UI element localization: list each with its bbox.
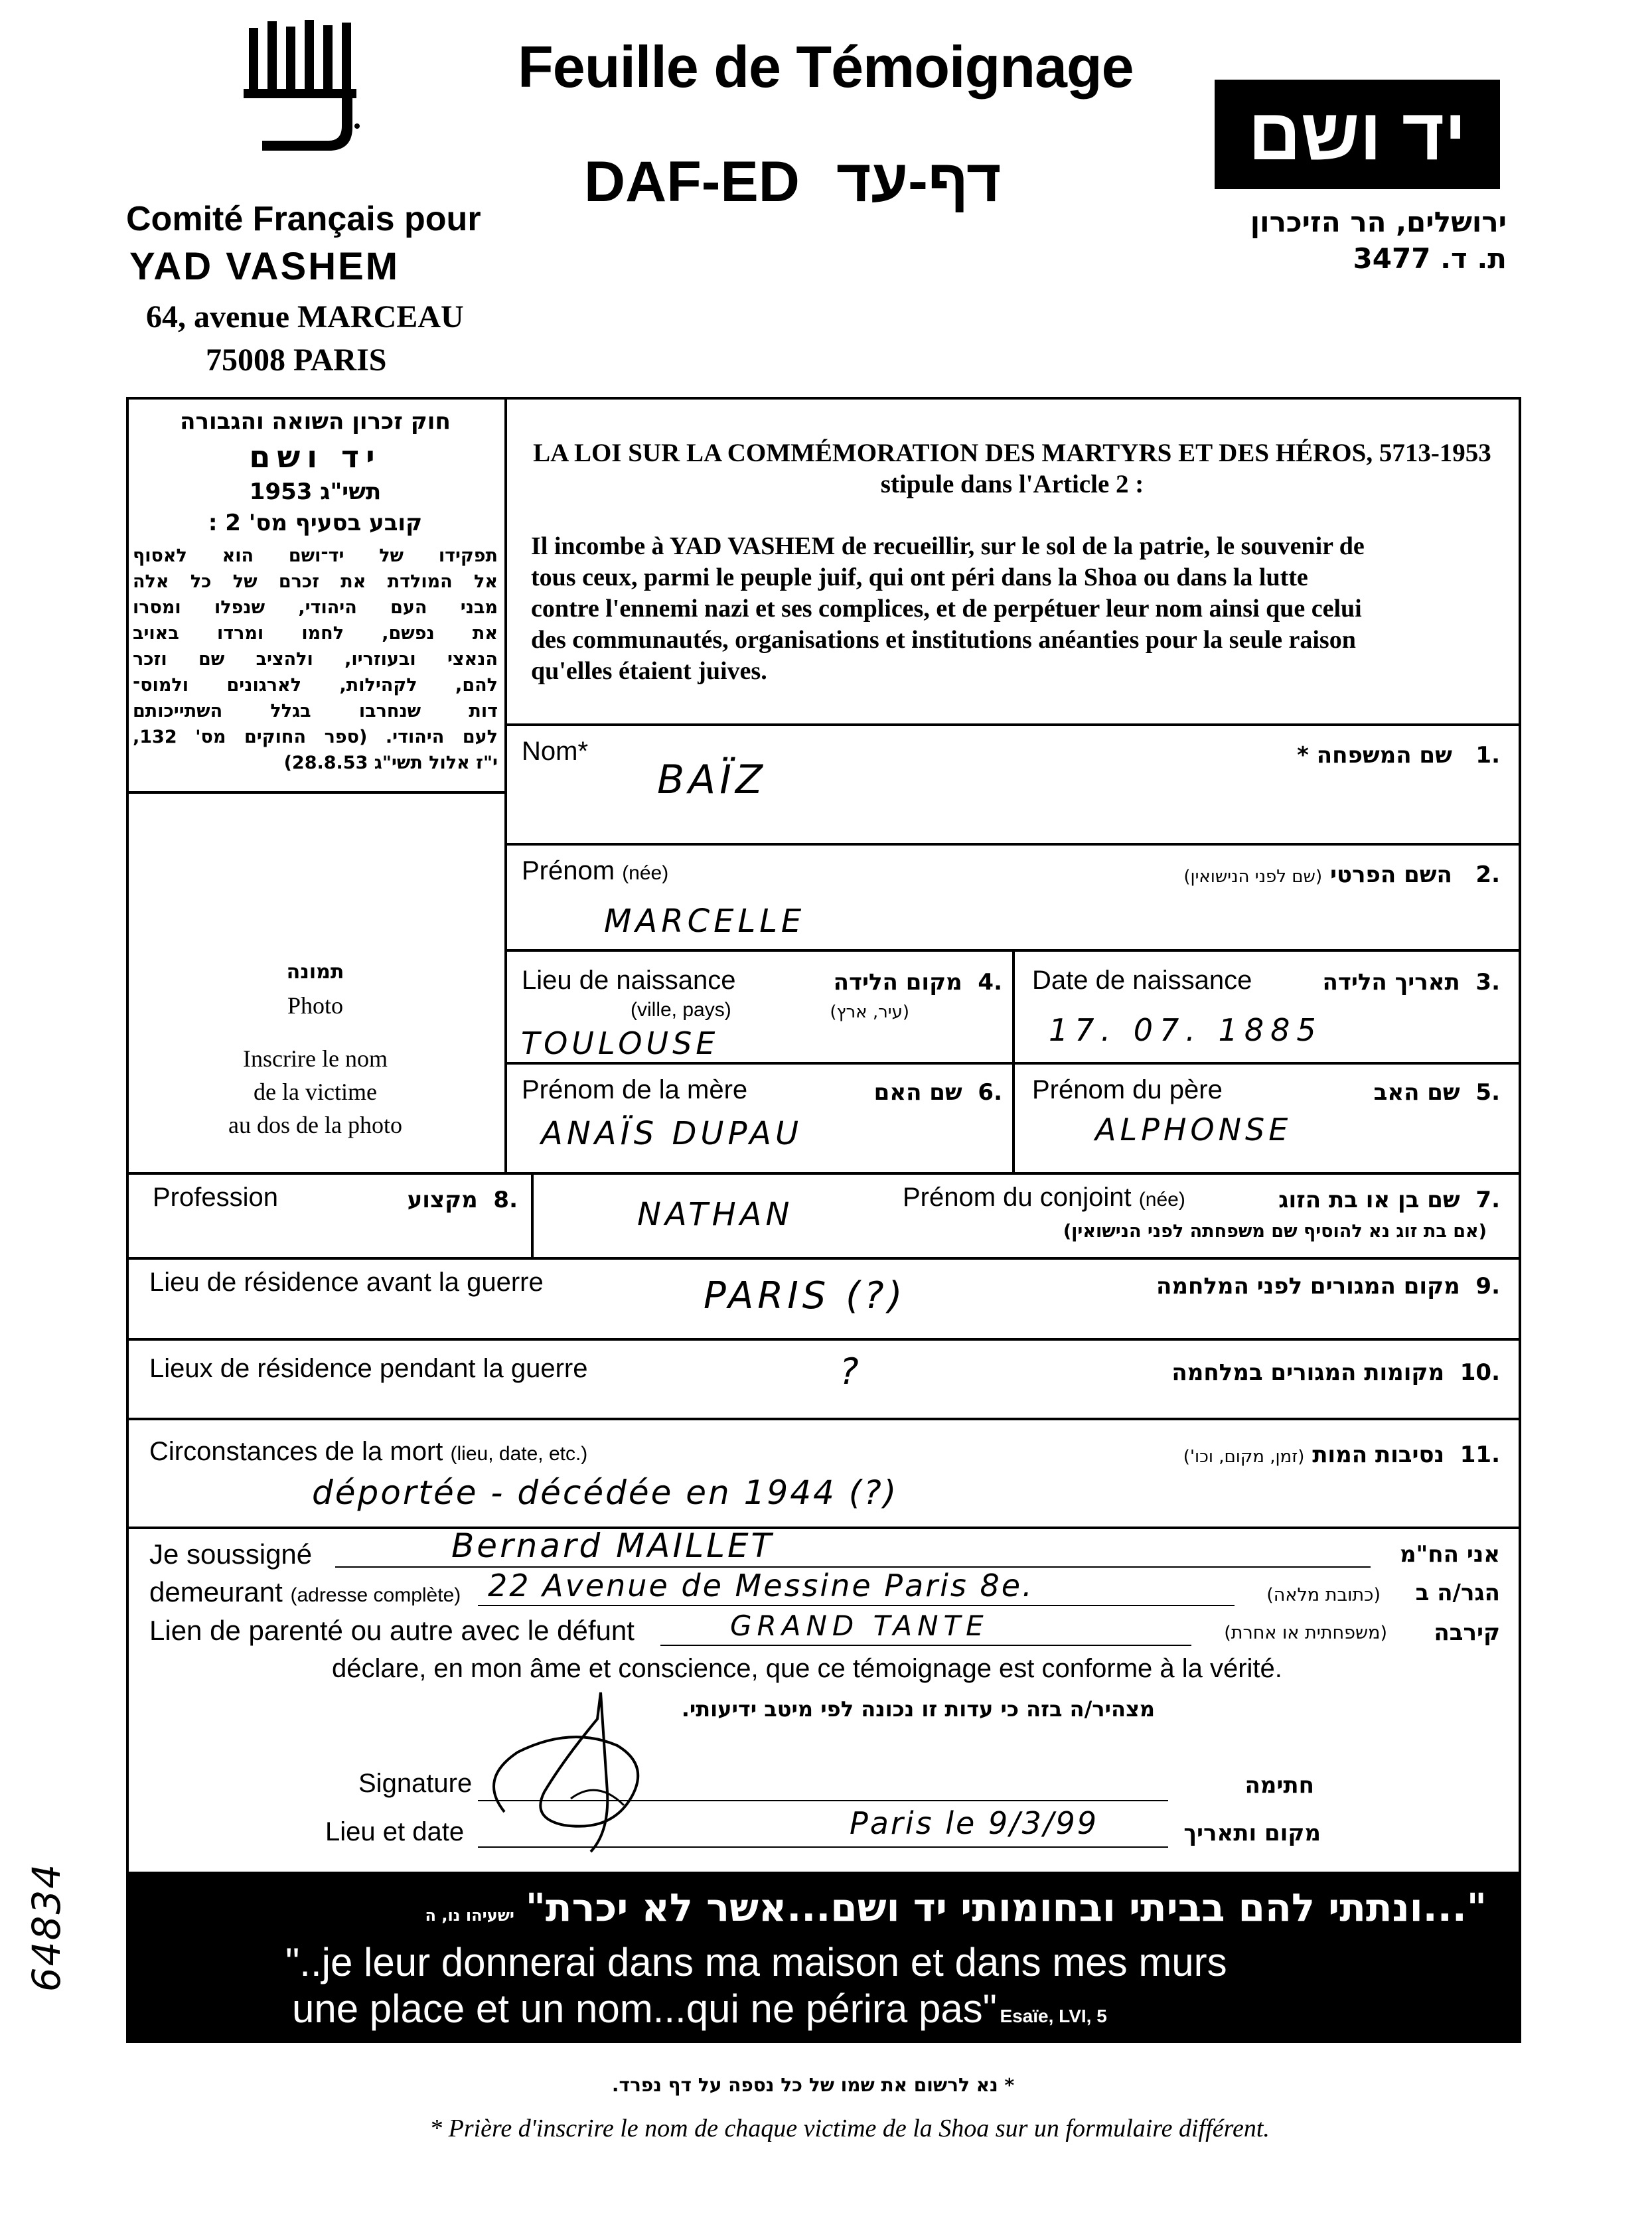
lieu-naissance-hebrew-label: מקום הלידה bbox=[833, 969, 962, 996]
law-hebrew-line: תפקידו של יד־ושם הוא לאסוף bbox=[133, 546, 498, 566]
soussigne-label: Je soussigné bbox=[149, 1538, 313, 1570]
banner-hebrew bbox=[126, 1885, 1487, 1930]
nom-value[interactable]: BAÏZ bbox=[657, 757, 767, 803]
banner-french-ref: Esaïe, LVI, 5 bbox=[1000, 2006, 1107, 2026]
circonstances-label-text: Circonstances de la mort bbox=[149, 1437, 443, 1466]
prenom-label bbox=[522, 856, 668, 886]
prenom-mere-value[interactable]: ANAÏS DUPAU bbox=[541, 1115, 803, 1152]
prenom-label-text: Prénom bbox=[522, 856, 615, 885]
law-hebrew-line: אל המולדת את זכרם של כל אלה bbox=[133, 571, 498, 592]
prenom-mere-label: Prénom de la mère bbox=[522, 1075, 748, 1104]
banner-french-line2 bbox=[292, 1986, 1107, 2032]
lieu-naissance-label: Lieu de naissance bbox=[522, 966, 736, 995]
margin-number: 64834 bbox=[24, 1862, 69, 1992]
residence-pendant-num: .10 bbox=[1460, 1359, 1500, 1386]
prenom-pere-hebrew-label: שם האב bbox=[1373, 1079, 1460, 1106]
photo-instruction: de la victime bbox=[254, 1079, 377, 1105]
demeurant-label-text: demeurant bbox=[149, 1576, 283, 1607]
lieu-date-hebrew: מקום ותאריך bbox=[1183, 1820, 1321, 1846]
prenom-mere-hebrew bbox=[796, 1079, 1002, 1106]
law-title-line1: LA LOI SUR LA COMMÉMORATION DES MARTYRS ET DES HÉROS, 5713-1953 bbox=[533, 439, 1491, 467]
date-naissance-value[interactable]: 17. 07. 1885 bbox=[1049, 1012, 1323, 1048]
quote-banner bbox=[126, 1872, 1521, 2043]
address-line1: 64, avenue MARCEAU bbox=[146, 299, 464, 335]
law-hebrew-line: דות שנחרבו בגלל השתייכותם bbox=[133, 701, 498, 721]
prenom-hebrew-note: (שם לפני הנישואין) bbox=[1183, 867, 1323, 887]
soussigne-hebrew: אני הח"מ bbox=[1399, 1541, 1500, 1568]
circonstances-label-note: (lieu, date, etc.) bbox=[450, 1443, 588, 1465]
yad-vashem-logo-box bbox=[1215, 80, 1500, 189]
prenom-hebrew bbox=[996, 861, 1500, 888]
prenom-value[interactable]: MARCELLE bbox=[604, 903, 806, 940]
law-hebrew-line: קובע בסעיף מס' 2 : bbox=[208, 510, 423, 536]
conjoint-value[interactable]: NATHAN bbox=[637, 1196, 794, 1233]
circonstances-num: .11 bbox=[1460, 1442, 1500, 1468]
nom-num: .1 bbox=[1475, 742, 1500, 769]
law-hebrew-line: לעם היהודי. (ספר החוקים מס' 132, bbox=[133, 727, 498, 747]
committee-line2: YAD VASHEM bbox=[129, 245, 400, 288]
photo-instruction: Inscrire le nom bbox=[243, 1045, 388, 1072]
banner-hebrew-ref: ישעיהו נו, ה bbox=[425, 1906, 514, 1925]
residence-avant-hebrew-label: מקום המגורים לפני המלחמה bbox=[1156, 1273, 1460, 1300]
yad-vashem-menorah-logo bbox=[236, 15, 368, 167]
residence-pendant-hebrew bbox=[1062, 1359, 1500, 1386]
residence-avant-hebrew bbox=[1062, 1273, 1500, 1300]
lien-label: Lien de parenté ou autre avec le défunt bbox=[149, 1615, 635, 1646]
law-body-line: contre l'ennemi nazi et ses complices, et de perpétuer leur nom ainsi que celui bbox=[531, 595, 1362, 623]
conjoint-hebrew-note: (אם בת זוג נא להוסיף שם משפחתה לפני הנישואין) bbox=[1063, 1221, 1487, 1242]
prenom-pere-num: .5 bbox=[1475, 1079, 1500, 1106]
address-line2: 75008 PARIS bbox=[206, 342, 387, 378]
conjoint-label-note: (née) bbox=[1138, 1189, 1185, 1211]
lien-value[interactable]: GRAND TANTE bbox=[730, 1609, 989, 1642]
circonstances-label bbox=[149, 1437, 587, 1467]
photo-area[interactable] bbox=[133, 956, 498, 1142]
circonstances-hebrew-label: נסיבות המות bbox=[1312, 1442, 1445, 1468]
residence-avant-value[interactable]: PARIS (?) bbox=[704, 1274, 907, 1317]
declaration-hebrew: מצהיר/ה בזה כי עדות זו נכונה לפי מיטב ידיעותי. bbox=[681, 1696, 1155, 1722]
photo-hebrew: תמונה bbox=[286, 960, 344, 984]
signature-scribble[interactable] bbox=[465, 1679, 684, 1865]
lieu-naissance-value[interactable]: TOULOUSE bbox=[521, 1025, 719, 1061]
conjoint-label bbox=[903, 1183, 1185, 1213]
conjoint-hebrew bbox=[1248, 1187, 1500, 1213]
soussigne-value[interactable]: Bernard MAILLET bbox=[451, 1527, 775, 1565]
prenom-hebrew-label: השם הפרטי bbox=[1329, 861, 1452, 888]
conjoint-num: .7 bbox=[1475, 1187, 1500, 1213]
conjoint-label-text: Prénom du conjoint bbox=[903, 1183, 1132, 1212]
prenom-mere-num: .6 bbox=[978, 1079, 1002, 1106]
law-body bbox=[531, 531, 1493, 687]
prenom-mere-hebrew-label: שם האם bbox=[873, 1079, 962, 1106]
circonstances-value[interactable]: déportée - décédée en 1944 (?) bbox=[312, 1473, 899, 1512]
nom-hebrew bbox=[1128, 742, 1500, 769]
prenom-num: .2 bbox=[1475, 861, 1500, 888]
date-naissance-num: .3 bbox=[1475, 969, 1500, 996]
law-hebrew-line: את נפשם, לחמו ומרדו באויב bbox=[133, 623, 498, 644]
nom-hebrew-label: שם המשפחה * bbox=[1297, 742, 1452, 769]
photo-label: Photo bbox=[287, 992, 344, 1019]
committee-line1: Comité Français pour bbox=[126, 200, 481, 238]
demeurant-value[interactable]: 22 Avenue de Messine Paris 8e. bbox=[488, 1568, 1034, 1604]
law-hebrew-line: מבני העם היהודי, שנפלו ומסרו bbox=[133, 597, 498, 618]
page-title: Feuille de Témoignage bbox=[518, 34, 1134, 100]
nom-label: Nom* bbox=[522, 737, 589, 766]
conjoint-hebrew-label: שם בן או בת הזוג bbox=[1278, 1187, 1460, 1213]
yad-vashem-logo-text: יד ושם bbox=[1248, 94, 1467, 175]
law-hebrew-line: להם, לקהילות, לארגונים ולמוס־ bbox=[133, 675, 498, 696]
demeurant-hebrew: הגר/ה ב bbox=[1415, 1580, 1500, 1606]
profession-hebrew-label: מקצוע bbox=[407, 1187, 478, 1213]
law-body-line: qu'elles étaient juives. bbox=[531, 657, 767, 685]
law-hebrew-block bbox=[133, 406, 498, 776]
signature-hebrew: חתימה bbox=[1244, 1772, 1314, 1799]
declaration-text: déclare, en mon âme et conscience, que ce témoignage est conforme à la vérité. bbox=[332, 1654, 1282, 1683]
demeurant-label bbox=[149, 1576, 461, 1608]
date-naissance-hebrew bbox=[1281, 969, 1500, 996]
banner-french-line2-text: une place et un nom...qui ne périra pas" bbox=[292, 1986, 997, 2031]
law-hebrew-line: יד ושם bbox=[249, 439, 382, 475]
lieu-naissance-hebrew-note: (עיר, ארץ) bbox=[830, 1002, 909, 1022]
right-address-line1: ירושלים, הר הזיכרון bbox=[1250, 206, 1507, 238]
profession-label: Profession bbox=[153, 1183, 278, 1212]
right-address-line2: ת. ד. 3477 bbox=[1353, 242, 1507, 275]
law-hebrew-line: תשי"ג 1953 bbox=[249, 479, 382, 505]
lien-hebrew: קירבה bbox=[1434, 1619, 1500, 1646]
residence-pendant-hebrew-label: מקומות המגורים במלחמה bbox=[1171, 1359, 1445, 1386]
law-hebrew-line: י"ז אלול תשי"ג 28.8.53) bbox=[283, 753, 498, 773]
circonstances-hebrew-note: (זמן, מקום, וכו') bbox=[1183, 1447, 1305, 1467]
law-hebrew-line: הנאצי ובעוזריו, ולהציב שם וזכר bbox=[133, 649, 498, 670]
subtitle-hebrew: דף-עד bbox=[836, 148, 1002, 214]
law-body-line: des communautés, organisations et institutions anéanties pour la seule raison bbox=[531, 626, 1356, 654]
profession-num: .8 bbox=[493, 1187, 518, 1213]
law-body-line: tous ceux, parmi le peuple juif, qui ont péri dans la Shoa ou dans la lutte bbox=[531, 563, 1308, 591]
footer-french-note: * Prière d'inscrire le nom de chaque victime de la Shoa sur un formulaire différent. bbox=[429, 2115, 1270, 2142]
date-naissance-label: Date de naissance bbox=[1032, 966, 1252, 995]
signature-label: Signature bbox=[358, 1769, 473, 1798]
photo-instruction: au dos de la photo bbox=[228, 1112, 402, 1138]
date-naissance-hebrew-label: תאריך הלידה bbox=[1322, 969, 1460, 996]
prenom-pere-hebrew bbox=[1281, 1079, 1500, 1106]
lieu-naissance-num: .4 bbox=[978, 969, 1002, 996]
law-hebrew-line: חוק זכרון השואה והגבורה bbox=[180, 408, 451, 435]
banner-hebrew-quote: "...ונתתי להם בביתי ובחומותי יד ושם...אשר לא יכרת" bbox=[525, 1885, 1487, 1930]
lieu-naissance-hebrew bbox=[763, 969, 1002, 996]
lieu-date-label: Lieu et date bbox=[325, 1817, 465, 1846]
subtitle-latin: DAF-ED bbox=[584, 150, 800, 214]
lien-hebrew-note: (משפחתית או אחרת) bbox=[1224, 1623, 1387, 1643]
prenom-pere-label: Prénom du père bbox=[1032, 1075, 1223, 1104]
prenom-pere-value[interactable]: ALPHONSE bbox=[1095, 1112, 1292, 1148]
demeurant-note: (adresse complète) bbox=[290, 1584, 461, 1606]
residence-avant-num: .9 bbox=[1475, 1273, 1500, 1300]
prenom-label-note: (née) bbox=[622, 862, 669, 884]
residence-pendant-value[interactable]: ? bbox=[840, 1351, 863, 1392]
residence-pendant-label: Lieux de résidence pendant la guerre bbox=[149, 1354, 588, 1383]
lieu-naissance-note: (ville, pays) bbox=[631, 999, 731, 1021]
law-body-line: Il incombe à YAD VASHEM de recueillir, sur le sol de la patrie, le souvenir de bbox=[531, 532, 1365, 560]
law-title-line2: stipule dans l'Article 2 : bbox=[880, 470, 1144, 498]
circonstances-hebrew bbox=[1062, 1442, 1500, 1468]
lieu-date-value[interactable]: Paris le 9/3/99 bbox=[850, 1805, 1098, 1841]
profession-hebrew bbox=[332, 1187, 518, 1213]
footer-hebrew-note: * נא לרשום את שמו של כל נספה על דף נפרד. bbox=[611, 2074, 1015, 2096]
residence-avant-label: Lieu de résidence avant la guerre bbox=[149, 1268, 544, 1297]
banner-french-line1: "..je leur donnerai dans ma maison et dans mes murs bbox=[285, 1940, 1227, 1984]
demeurant-hebrew-note: (כתובת מלאה) bbox=[1266, 1585, 1381, 1605]
